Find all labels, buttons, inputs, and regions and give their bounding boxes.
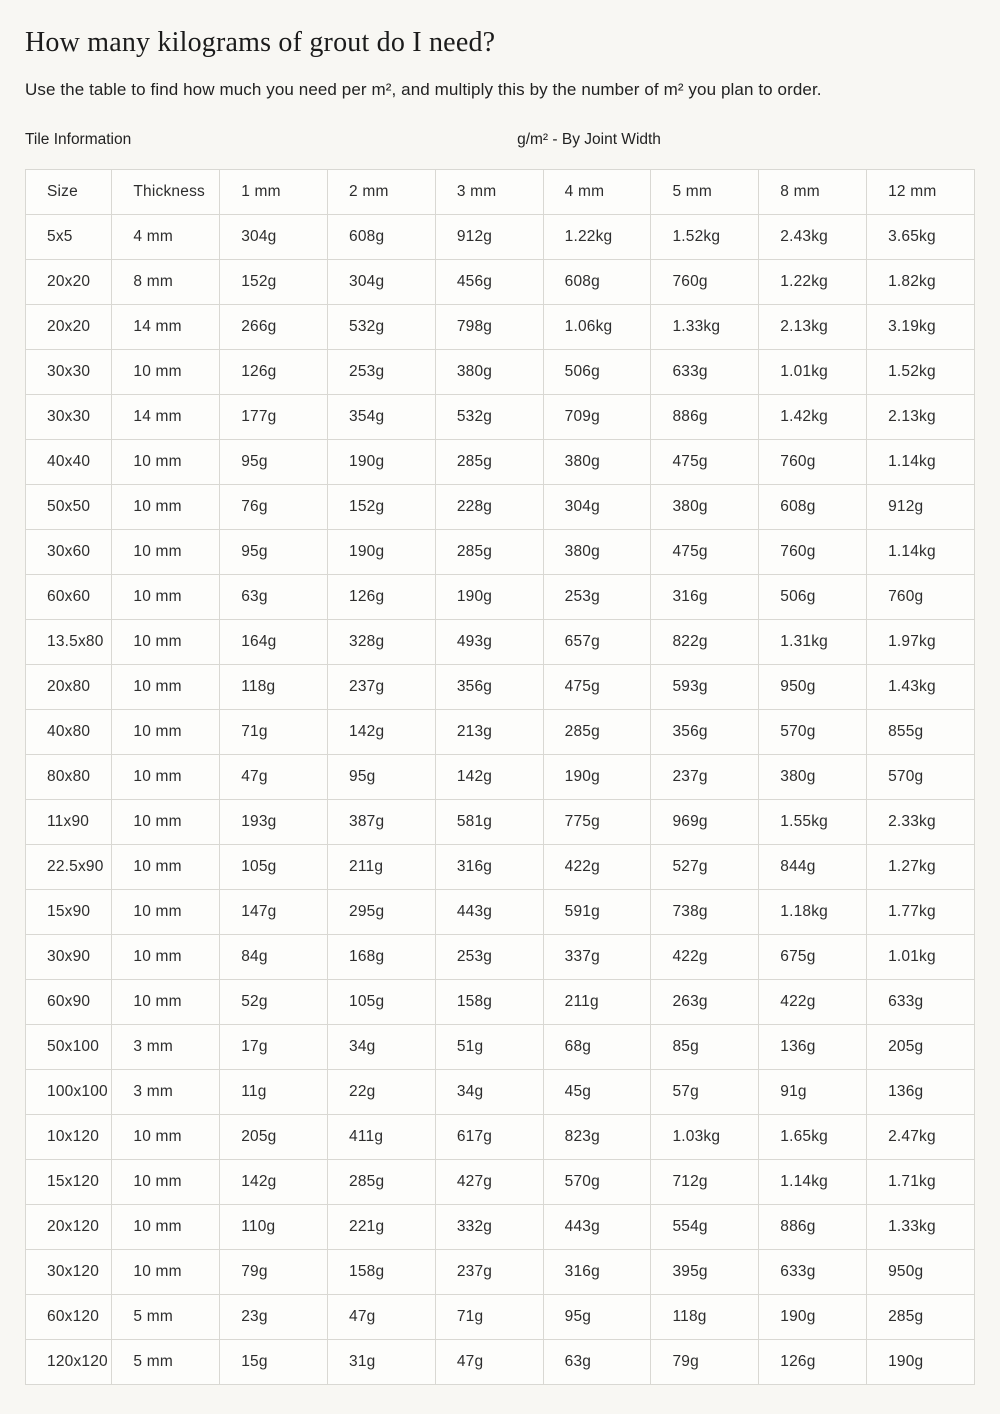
table-cell: 30x30 (26, 395, 112, 440)
table-cell: 63g (220, 575, 328, 620)
table-cell: 57g (651, 1070, 759, 1115)
table-cell: 506g (759, 575, 867, 620)
table-cell: 213g (435, 710, 543, 755)
table-cell: 95g (220, 530, 328, 575)
table-cell: 2.13kg (759, 305, 867, 350)
table-cell: 285g (435, 440, 543, 485)
table-cell: 71g (220, 710, 328, 755)
table-cell: 1.33kg (867, 1205, 975, 1250)
table-cell: 100x100 (26, 1070, 112, 1115)
table-cell: 475g (651, 530, 759, 575)
table-cell: 266g (220, 305, 328, 350)
table-cell: 10 mm (112, 710, 220, 755)
table-cell: 422g (651, 935, 759, 980)
table-cell: 443g (435, 890, 543, 935)
table-cell: 1.43kg (867, 665, 975, 710)
table-cell: 304g (543, 485, 651, 530)
table-cell: 285g (543, 710, 651, 755)
table-cell: 5 mm (112, 1295, 220, 1340)
table-cell: 126g (759, 1340, 867, 1385)
table-cell: 118g (651, 1295, 759, 1340)
table-cell: 581g (435, 800, 543, 845)
table-row (26, 1340, 975, 1385)
table-cell: 63g (543, 1340, 651, 1385)
table-cell: 20x80 (26, 665, 112, 710)
table-cell: 570g (543, 1160, 651, 1205)
table-cell: 738g (651, 890, 759, 935)
table-cell: 823g (543, 1115, 651, 1160)
table-cell: 675g (759, 935, 867, 980)
table-cell: 237g (651, 755, 759, 800)
table-row (26, 1160, 975, 1205)
table-cell: 10 mm (112, 485, 220, 530)
table-cell: 79g (220, 1250, 328, 1295)
table-cell: 76g (220, 485, 328, 530)
table-row (26, 845, 975, 890)
table-cell: 190g (328, 530, 436, 575)
table-cell: 285g (328, 1160, 436, 1205)
table-cell: 969g (651, 800, 759, 845)
table-header-row (26, 170, 975, 215)
table-cell: 10 mm (112, 620, 220, 665)
table-cell: 332g (435, 1205, 543, 1250)
table-cell: 1.65kg (759, 1115, 867, 1160)
table-cell: 1.55kg (759, 800, 867, 845)
table-cell: 10 mm (112, 755, 220, 800)
table-cell: 1.14kg (759, 1160, 867, 1205)
table-cell: 190g (867, 1340, 975, 1385)
table-cell: 380g (651, 485, 759, 530)
table-cell: 23g (220, 1295, 328, 1340)
table-cell: 1.82kg (867, 260, 975, 305)
table-cell: 1.14kg (867, 530, 975, 575)
table-row (26, 935, 975, 980)
table-cell: 152g (220, 260, 328, 305)
table-row (26, 665, 975, 710)
table-cell: 760g (651, 260, 759, 305)
table-cell: 3.65kg (867, 215, 975, 260)
table-row (26, 350, 975, 395)
table-cell: 798g (435, 305, 543, 350)
table-cell: 328g (328, 620, 436, 665)
table-cell: 3 mm (112, 1025, 220, 1070)
table-cell: 193g (220, 800, 328, 845)
table-cell: 40x80 (26, 710, 112, 755)
table-cell: 142g (220, 1160, 328, 1205)
table-cell: 84g (220, 935, 328, 980)
tile-information-label: Tile Information (25, 131, 132, 149)
table-cell: 8 mm (112, 260, 220, 305)
table-cell: 633g (759, 1250, 867, 1295)
table-cell: 228g (435, 485, 543, 530)
table-cell: 47g (220, 755, 328, 800)
table-cell: 177g (220, 395, 328, 440)
table-cell: 3.19kg (867, 305, 975, 350)
table-cell: 110g (220, 1205, 328, 1250)
table-cell: 4 mm (112, 215, 220, 260)
table-caption-row (25, 131, 975, 150)
table-cell: 31g (328, 1340, 436, 1385)
column-header: Size (26, 170, 112, 215)
table-cell: 427g (435, 1160, 543, 1205)
table-cell: 285g (435, 530, 543, 575)
table-cell: 47g (328, 1295, 436, 1340)
table-cell: 13.5x80 (26, 620, 112, 665)
table-row (26, 800, 975, 845)
table-cell: 1.06kg (543, 305, 651, 350)
table-cell: 105g (220, 845, 328, 890)
table-cell: 10 mm (112, 440, 220, 485)
table-cell: 142g (435, 755, 543, 800)
table-cell: 10 mm (112, 980, 220, 1025)
table-cell: 1.97kg (867, 620, 975, 665)
table-cell: 60x60 (26, 575, 112, 620)
table-cell: 10 mm (112, 1115, 220, 1160)
table-cell: 617g (435, 1115, 543, 1160)
table-cell: 337g (543, 935, 651, 980)
table-cell: 570g (759, 710, 867, 755)
table-cell: 205g (867, 1025, 975, 1070)
table-cell: 1.77kg (867, 890, 975, 935)
table-cell: 60x120 (26, 1295, 112, 1340)
table-cell: 136g (759, 1025, 867, 1070)
table-cell: 1.52kg (867, 350, 975, 395)
table-cell: 50x50 (26, 485, 112, 530)
table-cell: 221g (328, 1205, 436, 1250)
table-cell: 158g (328, 1250, 436, 1295)
column-header: 8 mm (759, 170, 867, 215)
table-cell: 14 mm (112, 305, 220, 350)
table-cell: 80x80 (26, 755, 112, 800)
table-cell: 1.42kg (759, 395, 867, 440)
table-cell: 304g (328, 260, 436, 305)
table-cell: 316g (543, 1250, 651, 1295)
table-cell: 142g (328, 710, 436, 755)
column-header: 1 mm (220, 170, 328, 215)
table-cell: 2.13kg (867, 395, 975, 440)
table-cell: 760g (867, 575, 975, 620)
table-cell: 395g (651, 1250, 759, 1295)
table-cell: 22g (328, 1070, 436, 1115)
table-cell: 51g (435, 1025, 543, 1070)
column-header: 3 mm (435, 170, 543, 215)
table-cell: 14 mm (112, 395, 220, 440)
table-cell: 285g (867, 1295, 975, 1340)
column-header: 2 mm (328, 170, 436, 215)
table-cell: 263g (651, 980, 759, 1025)
table-cell: 822g (651, 620, 759, 665)
table-row (26, 980, 975, 1025)
table-cell: 1.03kg (651, 1115, 759, 1160)
table-row (26, 1295, 975, 1340)
table-cell: 15g (220, 1340, 328, 1385)
table-cell: 126g (220, 350, 328, 395)
table-cell: 411g (328, 1115, 436, 1160)
table-cell: 10 mm (112, 575, 220, 620)
table-cell: 855g (867, 710, 975, 755)
table-row (26, 890, 975, 935)
table-cell: 295g (328, 890, 436, 935)
table-cell: 1.22kg (759, 260, 867, 305)
table-cell: 22.5x90 (26, 845, 112, 890)
table-cell: 912g (435, 215, 543, 260)
table-cell: 211g (328, 845, 436, 890)
table-cell: 475g (651, 440, 759, 485)
table-cell: 886g (759, 1205, 867, 1250)
table-cell: 52g (220, 980, 328, 1025)
table-cell: 147g (220, 890, 328, 935)
table-cell: 190g (759, 1295, 867, 1340)
table-cell: 20x20 (26, 305, 112, 350)
table-cell: 105g (328, 980, 436, 1025)
table-cell: 633g (867, 980, 975, 1025)
table-cell: 10 mm (112, 1205, 220, 1250)
table-cell: 34g (328, 1025, 436, 1070)
table-row (26, 395, 975, 440)
table-cell: 190g (435, 575, 543, 620)
table-cell: 608g (543, 260, 651, 305)
table-cell: 253g (543, 575, 651, 620)
table-row (26, 305, 975, 350)
table-cell: 253g (328, 350, 436, 395)
table-body (26, 215, 975, 1385)
table-cell: 85g (651, 1025, 759, 1070)
table-cell: 71g (435, 1295, 543, 1340)
table-cell: 15x90 (26, 890, 112, 935)
table-cell: 118g (220, 665, 328, 710)
table-cell: 60x90 (26, 980, 112, 1025)
table-cell: 912g (867, 485, 975, 530)
table-cell: 532g (435, 395, 543, 440)
column-header: Thickness (112, 170, 220, 215)
table-row (26, 1025, 975, 1070)
table-cell: 158g (435, 980, 543, 1025)
table-cell: 17g (220, 1025, 328, 1070)
table-row (26, 1205, 975, 1250)
table-cell: 950g (867, 1250, 975, 1295)
table-cell: 591g (543, 890, 651, 935)
table-row (26, 1070, 975, 1115)
table-cell: 10 mm (112, 890, 220, 935)
table-cell: 593g (651, 665, 759, 710)
table-cell: 10 mm (112, 935, 220, 980)
table-cell: 712g (651, 1160, 759, 1205)
table-cell: 136g (867, 1070, 975, 1115)
table-row (26, 1250, 975, 1295)
page-subtitle: Use the table to find how much you need per m², and multiply this by the number of m² you plan to order. (25, 80, 822, 100)
table-cell: 168g (328, 935, 436, 980)
table-cell: 456g (435, 260, 543, 305)
table-cell: 10 mm (112, 1250, 220, 1295)
table-cell: 443g (543, 1205, 651, 1250)
table-cell: 304g (220, 215, 328, 260)
table-cell: 20x120 (26, 1205, 112, 1250)
table-cell: 1.01kg (867, 935, 975, 980)
table-cell: 1.14kg (867, 440, 975, 485)
table-cell: 10 mm (112, 1160, 220, 1205)
table-cell: 190g (328, 440, 436, 485)
table-cell: 120x120 (26, 1340, 112, 1385)
table-cell: 10 mm (112, 665, 220, 710)
table-cell: 422g (759, 980, 867, 1025)
table-cell: 237g (435, 1250, 543, 1295)
table-cell: 570g (867, 755, 975, 800)
column-header: 12 mm (867, 170, 975, 215)
table-cell: 380g (543, 440, 651, 485)
table-row (26, 215, 975, 260)
table-cell: 506g (543, 350, 651, 395)
table-cell: 152g (328, 485, 436, 530)
table-cell: 2.33kg (867, 800, 975, 845)
table-cell: 1.01kg (759, 350, 867, 395)
table-cell: 316g (651, 575, 759, 620)
column-header: 5 mm (651, 170, 759, 215)
table-cell: 493g (435, 620, 543, 665)
table-cell: 30x30 (26, 350, 112, 395)
table-row (26, 755, 975, 800)
table-cell: 79g (651, 1340, 759, 1385)
table-cell: 3 mm (112, 1070, 220, 1115)
table-cell: 190g (543, 755, 651, 800)
table-cell: 95g (220, 440, 328, 485)
table-cell: 1.33kg (651, 305, 759, 350)
table-cell: 205g (220, 1115, 328, 1160)
table-row (26, 440, 975, 485)
table-cell: 15x120 (26, 1160, 112, 1205)
table-cell: 253g (435, 935, 543, 980)
table-cell: 1.31kg (759, 620, 867, 665)
table-cell: 475g (543, 665, 651, 710)
table-cell: 30x60 (26, 530, 112, 575)
table-row (26, 485, 975, 530)
table-cell: 354g (328, 395, 436, 440)
table-cell: 95g (328, 755, 436, 800)
table-cell: 34g (435, 1070, 543, 1115)
table-cell: 91g (759, 1070, 867, 1115)
table-cell: 709g (543, 395, 651, 440)
table-cell: 316g (435, 845, 543, 890)
table-row (26, 530, 975, 575)
table-cell: 633g (651, 350, 759, 395)
table-cell: 950g (759, 665, 867, 710)
table-cell: 10 mm (112, 530, 220, 575)
table-cell: 10 mm (112, 800, 220, 845)
joint-width-label: g/m² - By Joint Width (517, 131, 661, 149)
table-cell: 760g (759, 530, 867, 575)
table-cell: 760g (759, 440, 867, 485)
table-cell: 10 mm (112, 845, 220, 890)
table-cell: 11x90 (26, 800, 112, 845)
table-row (26, 575, 975, 620)
table-cell: 50x100 (26, 1025, 112, 1070)
table-cell: 886g (651, 395, 759, 440)
table-cell: 554g (651, 1205, 759, 1250)
table-cell: 387g (328, 800, 436, 845)
table-cell: 1.22kg (543, 215, 651, 260)
table-cell: 422g (543, 845, 651, 890)
table-cell: 47g (435, 1340, 543, 1385)
grout-quantity-table (25, 169, 975, 1385)
table-cell: 844g (759, 845, 867, 890)
table-row (26, 710, 975, 755)
table-cell: 608g (759, 485, 867, 530)
table-cell: 532g (328, 305, 436, 350)
table-cell: 775g (543, 800, 651, 845)
page-title: How many kilograms of grout do I need? (25, 27, 496, 58)
table-cell: 1.27kg (867, 845, 975, 890)
table-cell: 10x120 (26, 1115, 112, 1160)
table-cell: 126g (328, 575, 436, 620)
table-cell: 40x40 (26, 440, 112, 485)
table-cell: 20x20 (26, 260, 112, 305)
table-cell: 211g (543, 980, 651, 1025)
table-row (26, 620, 975, 665)
table-cell: 356g (651, 710, 759, 755)
table-cell: 657g (543, 620, 651, 665)
table-cell: 1.52kg (651, 215, 759, 260)
table-cell: 608g (328, 215, 436, 260)
table-cell: 30x90 (26, 935, 112, 980)
table-cell: 1.71kg (867, 1160, 975, 1205)
table-cell: 380g (435, 350, 543, 395)
table-cell: 68g (543, 1025, 651, 1070)
table-cell: 5x5 (26, 215, 112, 260)
table-cell: 356g (435, 665, 543, 710)
table-cell: 95g (543, 1295, 651, 1340)
column-header: 4 mm (543, 170, 651, 215)
table-cell: 237g (328, 665, 436, 710)
table-cell: 2.43kg (759, 215, 867, 260)
table-cell: 380g (759, 755, 867, 800)
table-cell: 2.47kg (867, 1115, 975, 1160)
table-cell: 527g (651, 845, 759, 890)
table-cell: 30x120 (26, 1250, 112, 1295)
table-cell: 11g (220, 1070, 328, 1115)
table-row (26, 1115, 975, 1160)
table-cell: 164g (220, 620, 328, 665)
table-cell: 380g (543, 530, 651, 575)
table-cell: 45g (543, 1070, 651, 1115)
table-cell: 10 mm (112, 350, 220, 395)
table-cell: 5 mm (112, 1340, 220, 1385)
table-row (26, 260, 975, 305)
table-cell: 1.18kg (759, 890, 867, 935)
